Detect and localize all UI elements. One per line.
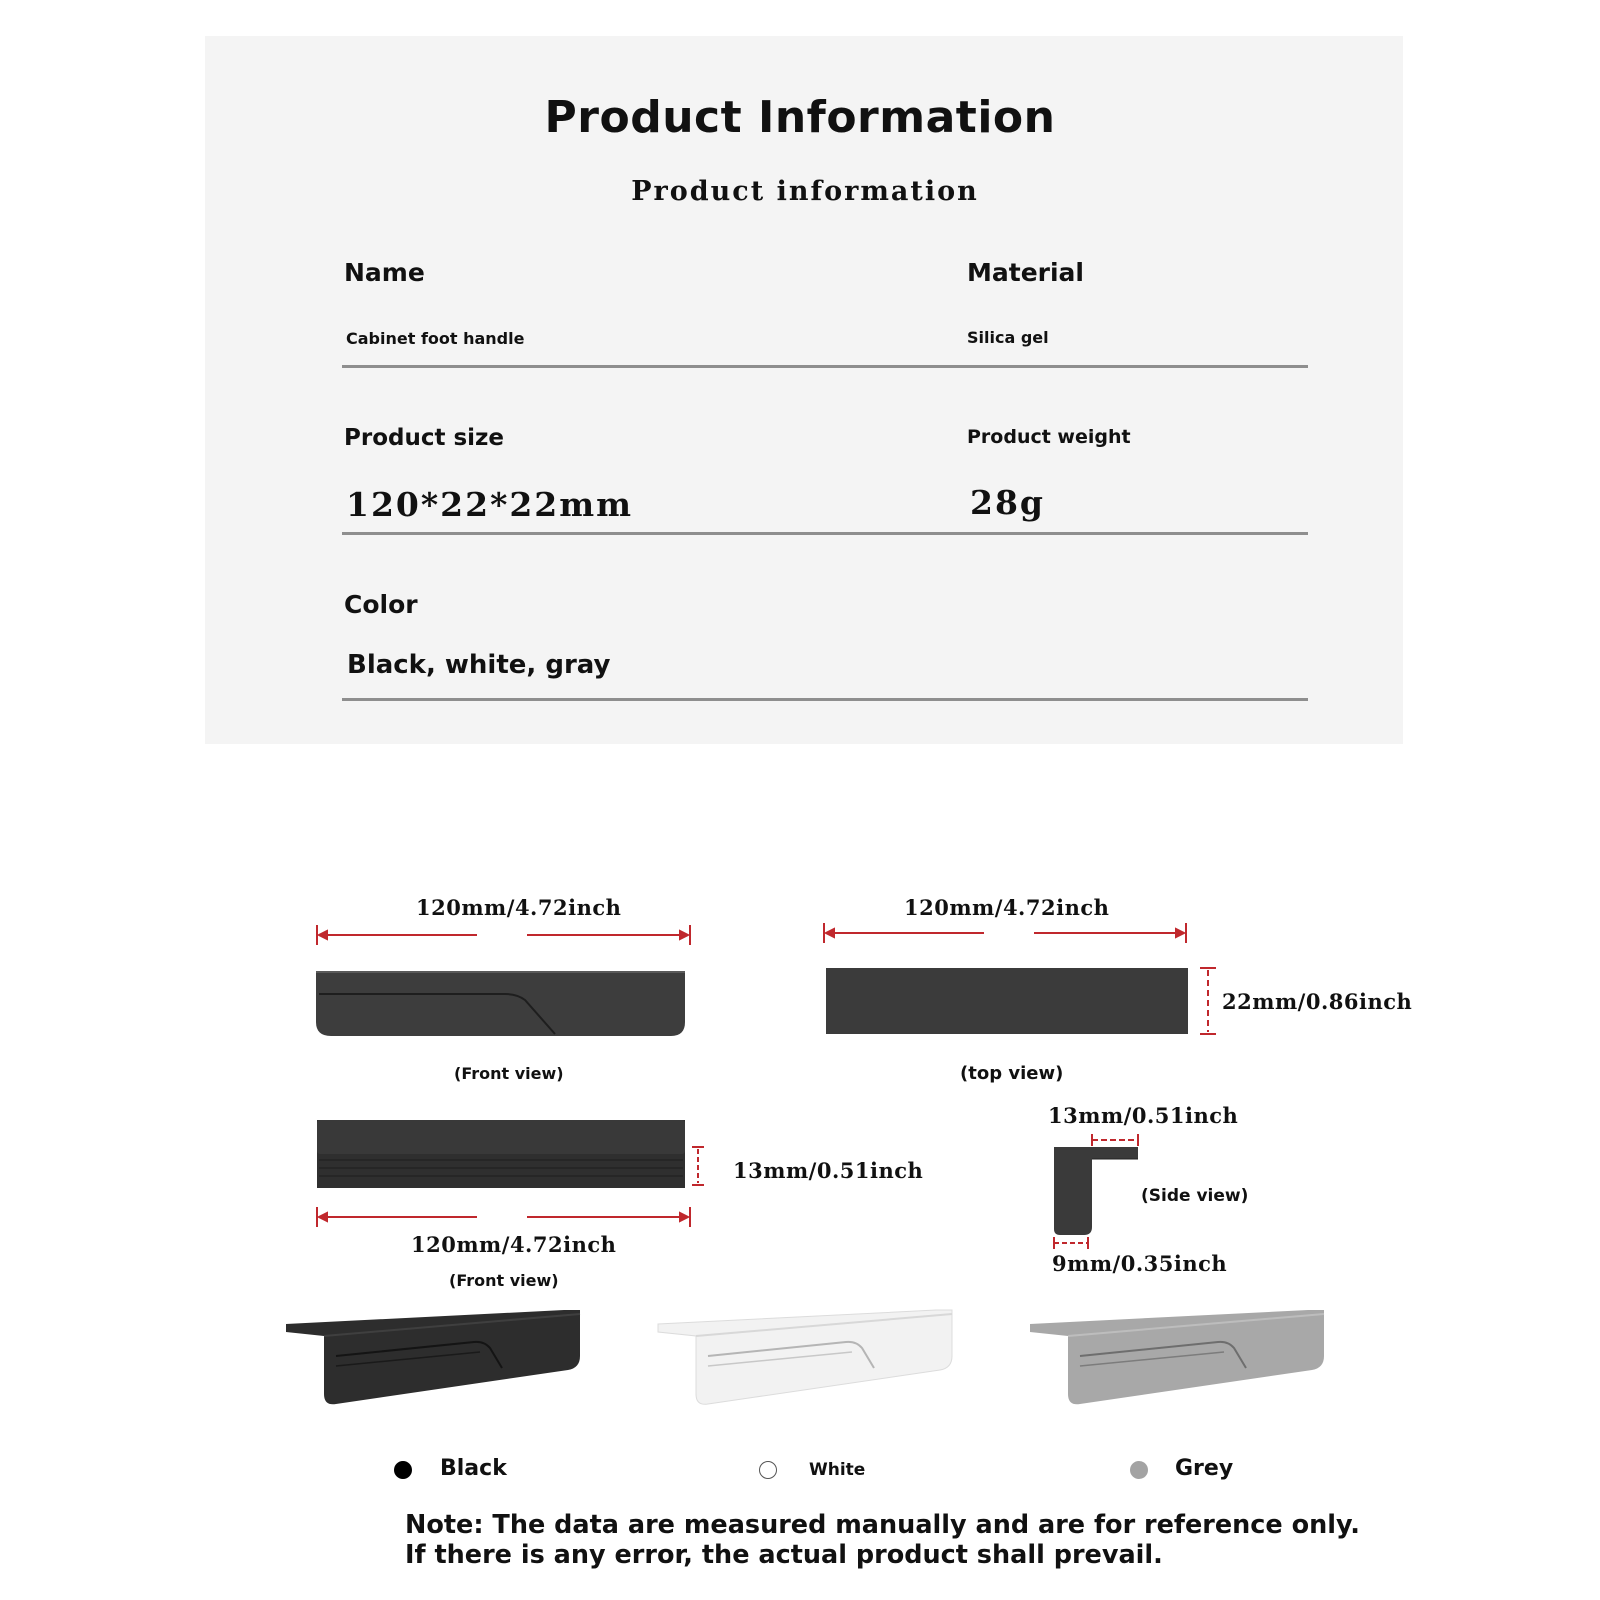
white-handle-image	[656, 1300, 956, 1410]
black-swatch-icon	[394, 1461, 412, 1479]
side-view-caption: (Side view)	[1141, 1186, 1249, 1206]
top-length-dimension: 120mm/4.72inch	[904, 895, 1110, 920]
page-title: Product Information	[544, 92, 1056, 143]
top-height-dimension: 22mm/0.86inch	[1222, 989, 1413, 1014]
weight-label: Product weight	[967, 426, 1131, 448]
divider-2	[342, 532, 1308, 535]
weight-value: 28g	[970, 483, 1045, 522]
color-label: Color	[344, 590, 418, 619]
disclaimer-note	[405, 1510, 1360, 1570]
top-height-dimension-line	[1198, 966, 1218, 1038]
front-length-dimension-line-top	[315, 925, 695, 949]
divider-3	[342, 698, 1308, 701]
material-value: Silica gel	[967, 328, 1049, 347]
divider-1	[342, 365, 1308, 368]
bottom-length-dimension-line	[315, 1207, 695, 1231]
note-line-1: Note: The data are measured manually and are for reference only.	[405, 1510, 1360, 1540]
grey-swatch-icon	[1130, 1461, 1148, 1479]
black-color-label: Black	[440, 1456, 507, 1481]
bottom-height-dimension: 13mm/0.51inch	[733, 1158, 924, 1183]
side-bottom-width-dimension-line	[1052, 1235, 1092, 1251]
top-length-dimension-line	[822, 923, 1192, 947]
front-view-caption-1: (Front view)	[454, 1064, 564, 1083]
side-view-handle-image	[1050, 1145, 1142, 1237]
grey-color-label: Grey	[1175, 1456, 1234, 1481]
size-label: Product size	[344, 425, 505, 451]
bottom-height-dimension-line	[690, 1145, 706, 1189]
top-view-handle-image	[826, 966, 1190, 1036]
front-view-bottom-handle-image	[315, 1118, 689, 1190]
black-handle-image	[284, 1300, 584, 1410]
side-top-width-dimension: 13mm/0.51inch	[1048, 1103, 1239, 1128]
white-swatch-icon	[759, 1461, 777, 1479]
note-line-2: If there is any error, the actual product shall prevail.	[405, 1540, 1163, 1570]
bottom-length-dimension: 120mm/4.72inch	[411, 1232, 617, 1257]
name-value: Cabinet foot handle	[346, 329, 525, 348]
section-subtitle: Product information	[631, 176, 979, 207]
material-label: Material	[967, 258, 1084, 287]
front-view-caption-2: (Front view)	[449, 1271, 559, 1290]
front-length-dimension-top: 120mm/4.72inch	[416, 895, 622, 920]
color-value: Black, white, gray	[347, 650, 611, 680]
grey-handle-image	[1028, 1300, 1328, 1410]
front-view-handle-image	[315, 970, 687, 1040]
size-value: 120*22*22mm	[346, 485, 634, 524]
side-bottom-width-dimension: 9mm/0.35inch	[1052, 1251, 1228, 1276]
white-color-label: White	[809, 1460, 866, 1480]
name-label: Name	[344, 258, 425, 287]
top-view-caption: (top view)	[960, 1063, 1064, 1084]
